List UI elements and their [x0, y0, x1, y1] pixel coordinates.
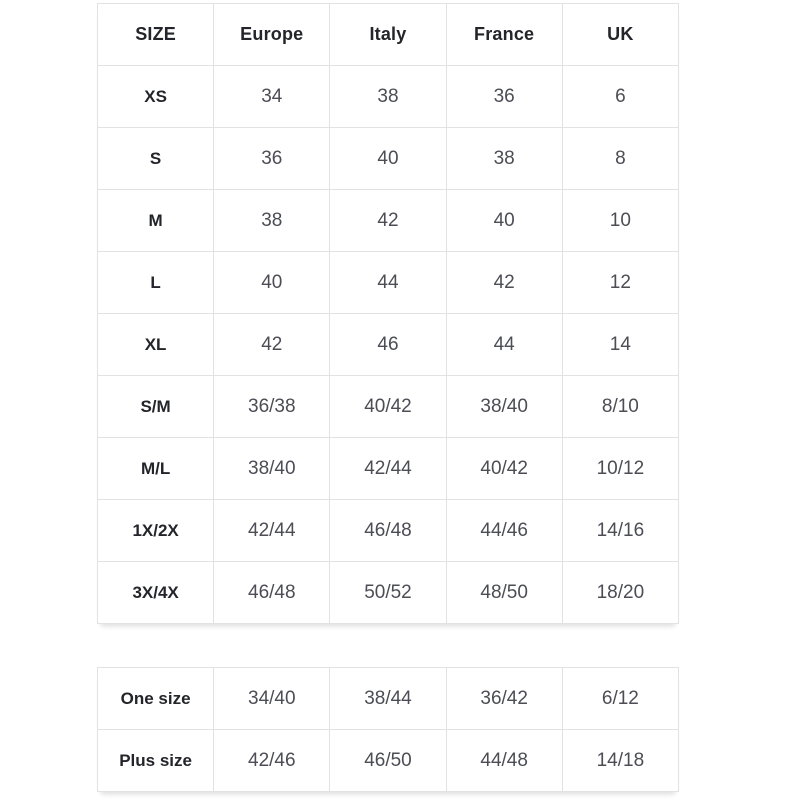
special-sizes-table: [97, 667, 679, 792]
value-cell: 36: [446, 66, 562, 128]
value-cell: 36/38: [214, 376, 330, 438]
row-xs: [98, 66, 679, 128]
value-cell: 38: [330, 66, 446, 128]
value-cell: 44/48: [446, 730, 562, 792]
special-sizes-table-body: [98, 668, 679, 792]
value-cell: 44: [330, 252, 446, 314]
size-label-cell: S/M: [98, 376, 214, 438]
value-cell: 42: [446, 252, 562, 314]
value-cell: 46: [330, 314, 446, 376]
value-cell: 42: [214, 314, 330, 376]
size-label-cell: S: [98, 128, 214, 190]
row-3x-4x: [98, 562, 679, 624]
value-cell: 46/48: [214, 562, 330, 624]
column-header-france: France: [446, 4, 562, 66]
value-cell: 38/44: [330, 668, 446, 730]
column-header-italy: Italy: [330, 4, 446, 66]
row-1x-2x: [98, 500, 679, 562]
row-s: [98, 128, 679, 190]
size-label-cell: 1X/2X: [98, 500, 214, 562]
value-cell: 10/12: [562, 438, 678, 500]
value-cell: 42: [330, 190, 446, 252]
row-one-size: [98, 668, 679, 730]
value-cell: 50/52: [330, 562, 446, 624]
value-cell: 40: [214, 252, 330, 314]
value-cell: 14/18: [562, 730, 678, 792]
value-cell: 44/46: [446, 500, 562, 562]
value-cell: 36/42: [446, 668, 562, 730]
value-cell: 18/20: [562, 562, 678, 624]
value-cell: 34: [214, 66, 330, 128]
row-m-l: [98, 438, 679, 500]
value-cell: 38: [446, 128, 562, 190]
value-cell: 40/42: [446, 438, 562, 500]
size-table-body: [98, 66, 679, 624]
value-cell: 42/44: [330, 438, 446, 500]
value-cell: 8/10: [562, 376, 678, 438]
value-cell: 46/48: [330, 500, 446, 562]
value-cell: 12: [562, 252, 678, 314]
size-label-cell: Plus size: [98, 730, 214, 792]
value-cell: 46/50: [330, 730, 446, 792]
size-table-header: [98, 4, 679, 66]
value-cell: 14: [562, 314, 678, 376]
row-l: [98, 252, 679, 314]
value-cell: 38/40: [446, 376, 562, 438]
value-cell: 40/42: [330, 376, 446, 438]
size-label-cell: One size: [98, 668, 214, 730]
header-row: [98, 4, 679, 66]
column-header-uk: UK: [562, 4, 678, 66]
value-cell: 10: [562, 190, 678, 252]
value-cell: 42/46: [214, 730, 330, 792]
row-xl: [98, 314, 679, 376]
value-cell: 38: [214, 190, 330, 252]
value-cell: 8: [562, 128, 678, 190]
size-label-cell: XL: [98, 314, 214, 376]
row-plus-size: [98, 730, 679, 792]
value-cell: 40: [330, 128, 446, 190]
value-cell: 42/44: [214, 500, 330, 562]
value-cell: 48/50: [446, 562, 562, 624]
value-cell: 6: [562, 66, 678, 128]
row-m: [98, 190, 679, 252]
value-cell: 44: [446, 314, 562, 376]
size-label-cell: XS: [98, 66, 214, 128]
column-header-size: SIZE: [98, 4, 214, 66]
value-cell: 38/40: [214, 438, 330, 500]
size-label-cell: 3X/4X: [98, 562, 214, 624]
size-conversion-table: [97, 3, 679, 624]
value-cell: 34/40: [214, 668, 330, 730]
value-cell: 14/16: [562, 500, 678, 562]
size-label-cell: M/L: [98, 438, 214, 500]
column-header-europe: Europe: [214, 4, 330, 66]
value-cell: 36: [214, 128, 330, 190]
size-label-cell: M: [98, 190, 214, 252]
value-cell: 40: [446, 190, 562, 252]
value-cell: 6/12: [562, 668, 678, 730]
row-s-m: [98, 376, 679, 438]
size-label-cell: L: [98, 252, 214, 314]
